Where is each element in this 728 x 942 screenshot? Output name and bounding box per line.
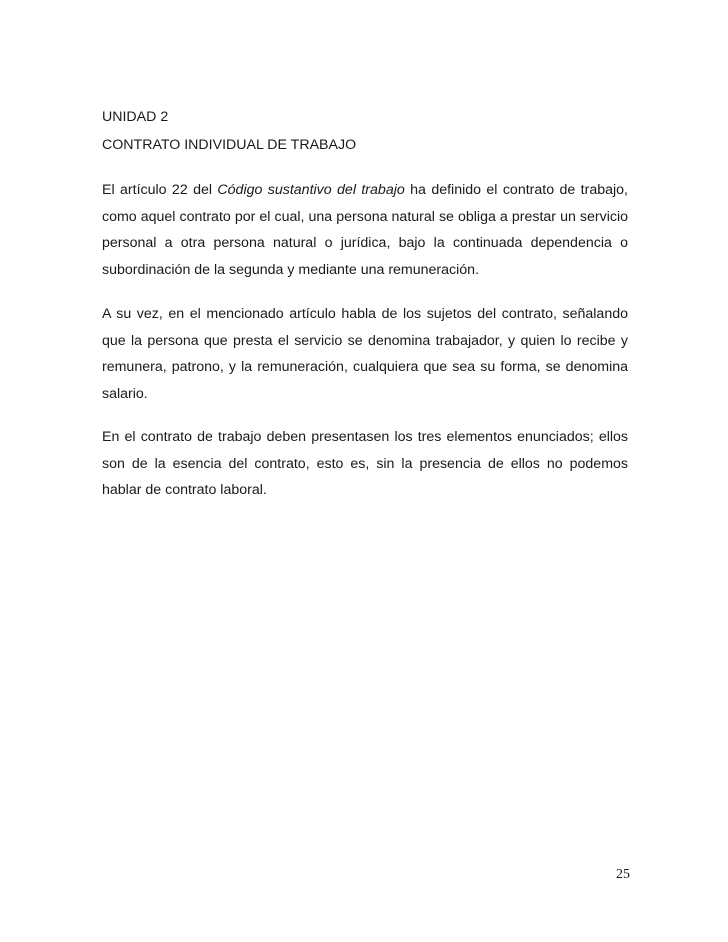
- paragraph-definition: [102, 177, 628, 283]
- paragraph-subjects: A su vez, en el mencionado artículo habla de los sujetos del contrato, señalando que la persona que presta el servicio se denomina trabajador, y quien lo recibe y remunera, patrono, y la remuneración, cualquiera que sea su forma, se denomina salario.: [102, 306, 628, 402]
- paragraph-definition-body: ha definido el contrato de trabajo, como aquel contrato por el cual, una persona natural se obliga a prestar un servicio personal a otra persona natural o jurídica, bajo la continuada dependencia o subordinación de la segunda y mediante una remuneración.: [102, 182, 628, 278]
- unit-label: UNIDAD 2: [102, 109, 169, 125]
- section-title: CONTRATO INDIVIDUAL DE TRABAJO: [102, 137, 357, 153]
- paragraph-elements: En el contrato de trabajo deben presentasen los tres elementos enunciados; ellos son de la esencia del contrato, esto es, sin la presencia de ellos no podemos hablar de contrato laboral.: [102, 429, 628, 498]
- paragraph-definition-intro: El artículo 22 del: [102, 182, 218, 198]
- code-title-italic: Código sustantivo del trabajo: [217, 182, 405, 198]
- page-number: 25: [616, 867, 630, 882]
